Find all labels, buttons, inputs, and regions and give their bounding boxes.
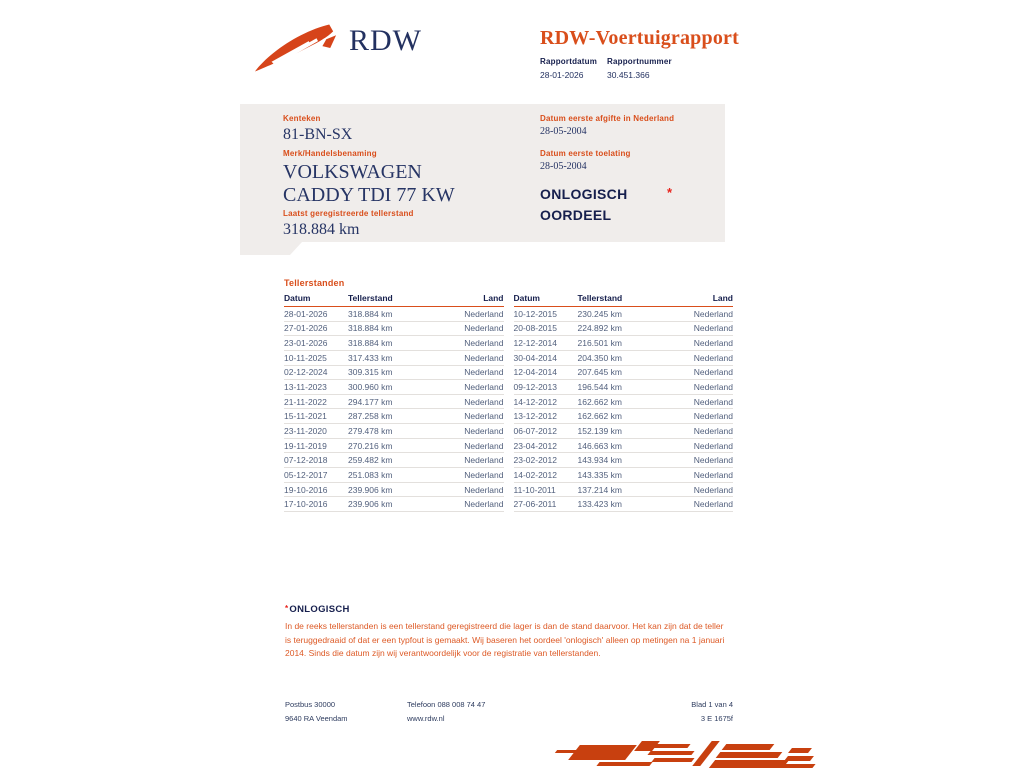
stripe-bar [709, 760, 789, 768]
footer-address [285, 698, 348, 725]
row-odometer: 259.482 km [348, 455, 393, 466]
row-odometer: 270.216 km [348, 440, 393, 451]
table-row [284, 468, 504, 483]
afgifte-field [540, 114, 674, 137]
row-odometer: 162.662 km [577, 411, 622, 422]
row-odometer: 317.433 km [348, 352, 393, 363]
report-date-value: 28-01-2026 [540, 70, 584, 80]
row-country: Nederland [464, 440, 504, 451]
stripe-bar [651, 758, 694, 762]
table-row [514, 366, 734, 381]
readings-table-left [284, 293, 504, 512]
readings-title: Tellerstanden [284, 278, 345, 288]
row-odometer: 224.892 km [577, 323, 622, 334]
table-row [284, 322, 504, 337]
report-number-block [607, 57, 672, 80]
row-country: Nederland [693, 323, 733, 334]
row-odometer: 143.934 km [577, 455, 622, 466]
toelating-label: Datum eerste toelating [540, 149, 631, 158]
table-row [284, 424, 504, 439]
footer-page-info [633, 698, 733, 725]
readings-tables [284, 293, 733, 512]
row-odometer: 152.139 km [577, 425, 622, 436]
row-date: 20-08-2015 [513, 323, 557, 334]
odometer-readings-section [284, 278, 733, 512]
row-odometer: 137.214 km [577, 484, 622, 495]
page-title: RDW-Voertuigrapport [540, 27, 739, 49]
row-country: Nederland [464, 411, 504, 422]
row-date: 23-11-2020 [284, 425, 327, 436]
row-odometer: 279.478 km [348, 425, 393, 436]
row-date: 23-04-2012 [513, 440, 557, 451]
table-row [514, 497, 734, 512]
row-date: 09-12-2013 [513, 382, 557, 393]
column-header-tellerstand: Tellerstand [348, 293, 393, 303]
decorative-stripes [552, 736, 822, 768]
row-date: 27-06-2011 [513, 499, 557, 510]
row-country: Nederland [693, 411, 733, 422]
kenteken-field [283, 114, 352, 144]
row-odometer: 294.177 km [348, 396, 393, 407]
row-date: 10-12-2015 [513, 308, 557, 319]
row-country: Nederland [693, 484, 733, 495]
rdw-logo [252, 22, 422, 76]
row-odometer: 239.906 km [348, 484, 393, 495]
row-odometer: 207.645 km [577, 367, 622, 378]
row-country: Nederland [464, 352, 504, 363]
row-country: Nederland [464, 382, 504, 393]
row-country: Nederland [464, 367, 504, 378]
verdict-asterisk: * [667, 185, 673, 200]
row-country: Nederland [464, 469, 504, 480]
row-odometer: 230.245 km [577, 308, 622, 319]
table-row [514, 483, 734, 498]
row-country: Nederland [693, 425, 733, 436]
row-country: Nederland [693, 308, 733, 319]
table-row [284, 497, 504, 512]
row-odometer: 318.884 km [348, 323, 393, 334]
footer-address-line1: Postbus 30000 [285, 700, 336, 709]
row-odometer: 300.960 km [348, 382, 393, 393]
row-odometer: 309.315 km [348, 367, 393, 378]
verdict-line1: ONLOGISCH [540, 186, 628, 202]
table-row [514, 395, 734, 410]
row-country: Nederland [693, 440, 733, 451]
row-odometer: 204.350 km [577, 352, 622, 363]
stripe-bar [643, 744, 690, 748]
table-row [284, 366, 504, 381]
stripe-bar [780, 764, 815, 768]
row-country: Nederland [693, 338, 733, 349]
row-date: 19-11-2019 [284, 440, 327, 451]
note-asterisk: * [285, 604, 289, 613]
row-date: 10-11-2025 [284, 352, 327, 363]
row-country: Nederland [693, 455, 733, 466]
row-country: Nederland [464, 455, 504, 466]
row-country: Nederland [464, 308, 504, 319]
row-country: Nederland [464, 338, 504, 349]
row-date: 17-10-2016 [284, 499, 328, 510]
onlogisch-note [285, 604, 725, 661]
merk-label: Merk/Handelsbenaming [283, 149, 377, 158]
row-date: 23-01-2026 [284, 338, 328, 349]
row-date: 14-02-2012 [513, 469, 557, 480]
row-date: 14-12-2012 [513, 396, 557, 407]
note-heading [285, 604, 725, 615]
report-number-label: Rapportnummer [607, 57, 672, 66]
table-row [514, 380, 734, 395]
row-odometer: 143.335 km [577, 469, 622, 480]
table-header [284, 293, 504, 307]
row-odometer: 251.083 km [348, 469, 393, 480]
tellerstand-field [283, 209, 414, 239]
kenteken-label: Kenteken [283, 114, 321, 123]
rdw-wing-icon [252, 22, 340, 76]
stripe-bar [568, 745, 637, 760]
table-row [514, 336, 734, 351]
row-odometer: 318.884 km [348, 338, 393, 349]
table-row [514, 424, 734, 439]
row-date: 19-10-2016 [284, 484, 328, 495]
table-row [514, 409, 734, 424]
verdict-badge [540, 184, 710, 226]
merk-field [283, 149, 455, 207]
row-date: 21-11-2022 [284, 396, 327, 407]
table-row [514, 351, 734, 366]
stripe-bar [722, 744, 775, 750]
toelating-value: 28-05-2004 [540, 161, 587, 172]
row-odometer: 318.884 km [348, 308, 393, 319]
readings-table-right [514, 293, 734, 512]
column-header-tellerstand: Tellerstand [577, 293, 623, 303]
row-date: 30-04-2014 [513, 352, 557, 363]
row-country: Nederland [693, 367, 733, 378]
row-odometer: 239.906 km [348, 499, 393, 510]
footer-phone: Telefoon 088 008 74 47 [407, 700, 486, 709]
note-body: In de reeks tellerstanden is een tellerstand geregistreerd die lager is dan de stand daarvoor. Het kan zijn dat de teller is teruggedraaid of dat er een typfout is gemaakt. Wij baseren het oordeel 'onlogisch' alleen op metingen na 1 januari 2014. Sinds die datum zijn wij verantwoordelijk voor de registratie van tellerstanden. [285, 621, 725, 658]
stripe-bar [784, 756, 814, 761]
kenteken-value: 81-BN-SX [283, 126, 353, 143]
afgifte-value: 28-05-2004 [540, 126, 587, 137]
table-body [284, 307, 504, 512]
row-date: 07-12-2018 [284, 455, 328, 466]
row-country: Nederland [693, 396, 733, 407]
row-odometer: 287.258 km [348, 411, 393, 422]
row-country: Nederland [693, 352, 733, 363]
row-date: 11-10-2011 [513, 484, 556, 495]
merk-value-line2: CADDY TDI 77 KW [283, 184, 455, 206]
stripe-bar [596, 762, 652, 766]
row-date: 12-04-2014 [513, 367, 557, 378]
row-odometer: 162.662 km [577, 396, 622, 407]
report-number-value: 30.451.366 [607, 70, 650, 80]
footer-address-line2: 9640 RA Veendam [285, 713, 348, 723]
row-country: Nederland [464, 323, 504, 334]
table-row [514, 453, 734, 468]
table-row [284, 483, 504, 498]
footer-page-number: Blad 1 van 4 [691, 700, 733, 709]
row-country: Nederland [464, 499, 504, 510]
table-row [284, 351, 504, 366]
footer-form-code: 3 E 1675f [700, 713, 733, 723]
stripe-bar [647, 751, 694, 755]
tellerstand-label: Laatst geregistreerde tellerstand [283, 209, 414, 218]
row-date: 13-12-2012 [513, 411, 557, 422]
row-date: 28-01-2026 [284, 308, 328, 319]
table-row [284, 336, 504, 351]
row-odometer: 146.663 km [577, 440, 622, 451]
row-country: Nederland [693, 499, 733, 510]
report-date-block [540, 57, 607, 80]
row-country: Nederland [464, 425, 504, 436]
report-date-label: Rapportdatum [540, 57, 598, 66]
table-row [514, 468, 734, 483]
table-row [284, 395, 504, 410]
note-heading-text: ONLOGISCH [289, 604, 350, 615]
row-country: Nederland [693, 469, 733, 480]
table-row [284, 307, 504, 322]
table-body [514, 307, 734, 512]
stripe-bar [716, 752, 783, 758]
row-date: 12-12-2014 [513, 338, 557, 349]
row-country: Nederland [693, 382, 733, 393]
row-date: 02-12-2024 [284, 367, 328, 378]
row-date: 15-11-2021 [284, 411, 327, 422]
rdw-logo-text: RDW [349, 24, 422, 57]
row-date: 13-11-2023 [284, 382, 327, 393]
footer-website: www.rdw.nl [407, 713, 445, 723]
table-row [284, 439, 504, 454]
row-date: 23-02-2012 [513, 455, 557, 466]
table-row [284, 453, 504, 468]
stripe-bar [788, 748, 812, 753]
report-meta [540, 57, 672, 80]
table-row [284, 380, 504, 395]
toelating-field [540, 149, 631, 172]
table-row [514, 439, 734, 454]
afgifte-label: Datum eerste afgifte in Nederland [540, 114, 675, 123]
vehicle-summary-panel [240, 104, 725, 242]
row-date: 05-12-2017 [284, 469, 328, 480]
table-row [514, 322, 734, 337]
column-header-land: Land [483, 293, 504, 303]
column-header-datum: Datum [284, 293, 311, 303]
footer-contact [407, 698, 485, 725]
row-odometer: 216.501 km [577, 338, 622, 349]
table-header [514, 293, 734, 307]
column-header-datum: Datum [513, 293, 540, 303]
merk-value-line1: VOLKSWAGEN [283, 161, 422, 183]
tellerstand-value: 318.884 km [283, 221, 360, 238]
row-country: Nederland [464, 396, 504, 407]
table-row [284, 409, 504, 424]
row-odometer: 133.423 km [577, 499, 622, 510]
row-country: Nederland [464, 484, 504, 495]
column-header-land: Land [712, 293, 733, 303]
row-date: 27-01-2026 [284, 323, 328, 334]
verdict-line2: OORDEEL [540, 207, 612, 223]
row-odometer: 196.544 km [577, 382, 622, 393]
row-date: 06-07-2012 [513, 425, 557, 436]
table-row [514, 307, 734, 322]
